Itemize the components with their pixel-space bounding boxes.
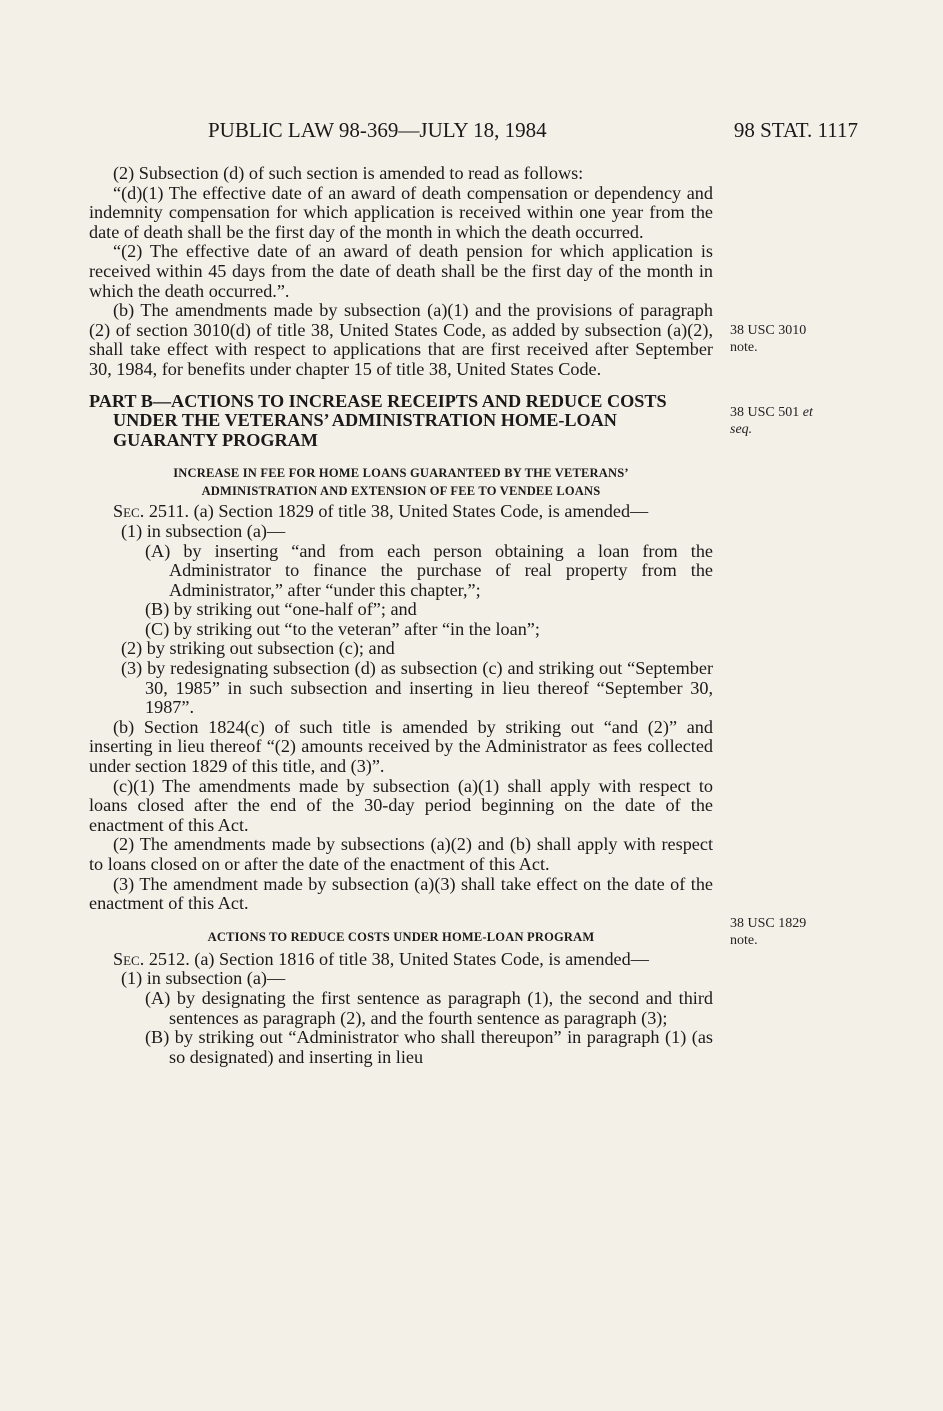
paragraph: (b) The amendments made by subsection (a)(1) and the provisions of paragraph (2) of section 3010(d) of title 38, United States Code, as added by subsection (a)(2), shall take effect with respect to applications that are first received after September 30, 1984, for benefits under chapter 15 of title 38, United States Code. [89, 300, 713, 379]
statute-page-number: 98 STAT. 1117 [733, 118, 858, 142]
paragraph: “(2) The effective date of an award of death pension for which application is received within 45 days from the date of death shall be the first day of the month in which the death occurred.”. [89, 241, 713, 301]
margin-note [730, 322, 806, 356]
section-text: (a) Section 1829 of title 38, United States Code, is amended— [189, 501, 649, 522]
running-title: PUBLIC LAW 98-369—JULY 18, 1984 [208, 118, 547, 142]
section-label: Sec. 2511. [113, 501, 190, 522]
clause-item: (3) by redesignating subsection (d) as subsection (c) and striking out “September 30, 1985” in such subsection and inserting in lieu thereof “September 30, 1987”. [121, 658, 713, 718]
caption-line: ADMINISTRATION AND EXTENSION OF FEE TO VENDEE LOANS [201, 484, 601, 499]
margin-note-citation: 38 USC 1829 [730, 916, 807, 931]
paragraph: (c)(1) The amendments made by subsection (a)(1) shall apply with respect to loans closed after the end of the 30-day period beginning on the date of the enactment of this Act. [89, 775, 713, 835]
section-label: Sec. 2512. [113, 948, 190, 969]
section-text: (a) Section 1816 of title 38, United States Code, is amended— [189, 948, 649, 969]
page-header [90, 118, 858, 144]
margin-note-citation: 38 USC 501 [730, 405, 800, 420]
margin-note-label: note. [730, 933, 758, 948]
paragraph: (2) Subsection (d) of such section is amended to read as follows: [113, 163, 584, 183]
subclause-item: (A) by designating the first sentence as paragraph (1), the second and third sentences as paragraph (2), and the fourth sentence as paragraph (3); [145, 987, 713, 1028]
clause-item: (1) in subsection (a)— [121, 968, 286, 989]
subclause-item: (C) by striking out “to the veteran” after “in the loan”; [145, 618, 540, 639]
subclause-item: (B) by striking out “one-half of”; and [145, 599, 417, 620]
margin-note [730, 915, 806, 949]
margin-note-label: note. [730, 340, 758, 355]
section-caption: ACTIONS TO REDUCE COSTS UNDER HOME-LOAN PROGRAM [207, 929, 595, 944]
section-paragraph [89, 950, 713, 970]
caption-line: INCREASE IN FEE FOR HOME LOANS GUARANTEED BY THE VETERANS’ [173, 466, 629, 481]
margin-note [730, 404, 813, 438]
section-caption [89, 464, 713, 500]
clause-item: (1) in subsection (a)— [121, 520, 286, 541]
paragraph: (3) The amendment made by subsection (a)(3) shall take effect on the date of the enactment of this Act. [89, 873, 713, 914]
paragraph: “(d)(1) The effective date of an award of death compensation or dependency and indemnity compensation for which application is received within one year from the date of death shall be the first day of the month in which the death occurred. [89, 182, 713, 242]
part-heading: PART B—ACTIONS TO INCREASE RECEIPTS AND REDUCE COSTS UNDER THE VETERANS’ ADMINISTRATION HOME-LOAN GUARANTY PROGRAM [89, 390, 667, 450]
subclause-item: (B) by striking out “Administrator who shall thereupon” in paragraph (1) (as so designated) and inserting in lieu [145, 1027, 713, 1067]
margin-note-label: et [802, 405, 813, 420]
paragraph: (2) The amendments made by subsections (a)(2) and (b) shall apply with respect to loans closed on or after the date of the enactment of this Act. [89, 834, 713, 874]
paragraph: (b) Section 1824(c) of such title is amended by striking out “and (2)” and inserting in lieu thereof “(2) amounts received by the Administrator as fees collected under section 1829 of this title, and (3)”. [89, 716, 713, 777]
body-text [89, 164, 713, 1067]
margin-note-citation: 38 USC 3010 [730, 323, 807, 338]
margin-note-label: seq. [730, 422, 753, 437]
section-paragraph [89, 502, 713, 522]
subclause-item: (A) by inserting “and from each person obtaining a loan from the Administrator to finance the purchase of real property from the Administrator,” after “under this chapter,”; [145, 540, 713, 600]
clause-item: (2) by striking out subsection (c); and [121, 638, 395, 659]
